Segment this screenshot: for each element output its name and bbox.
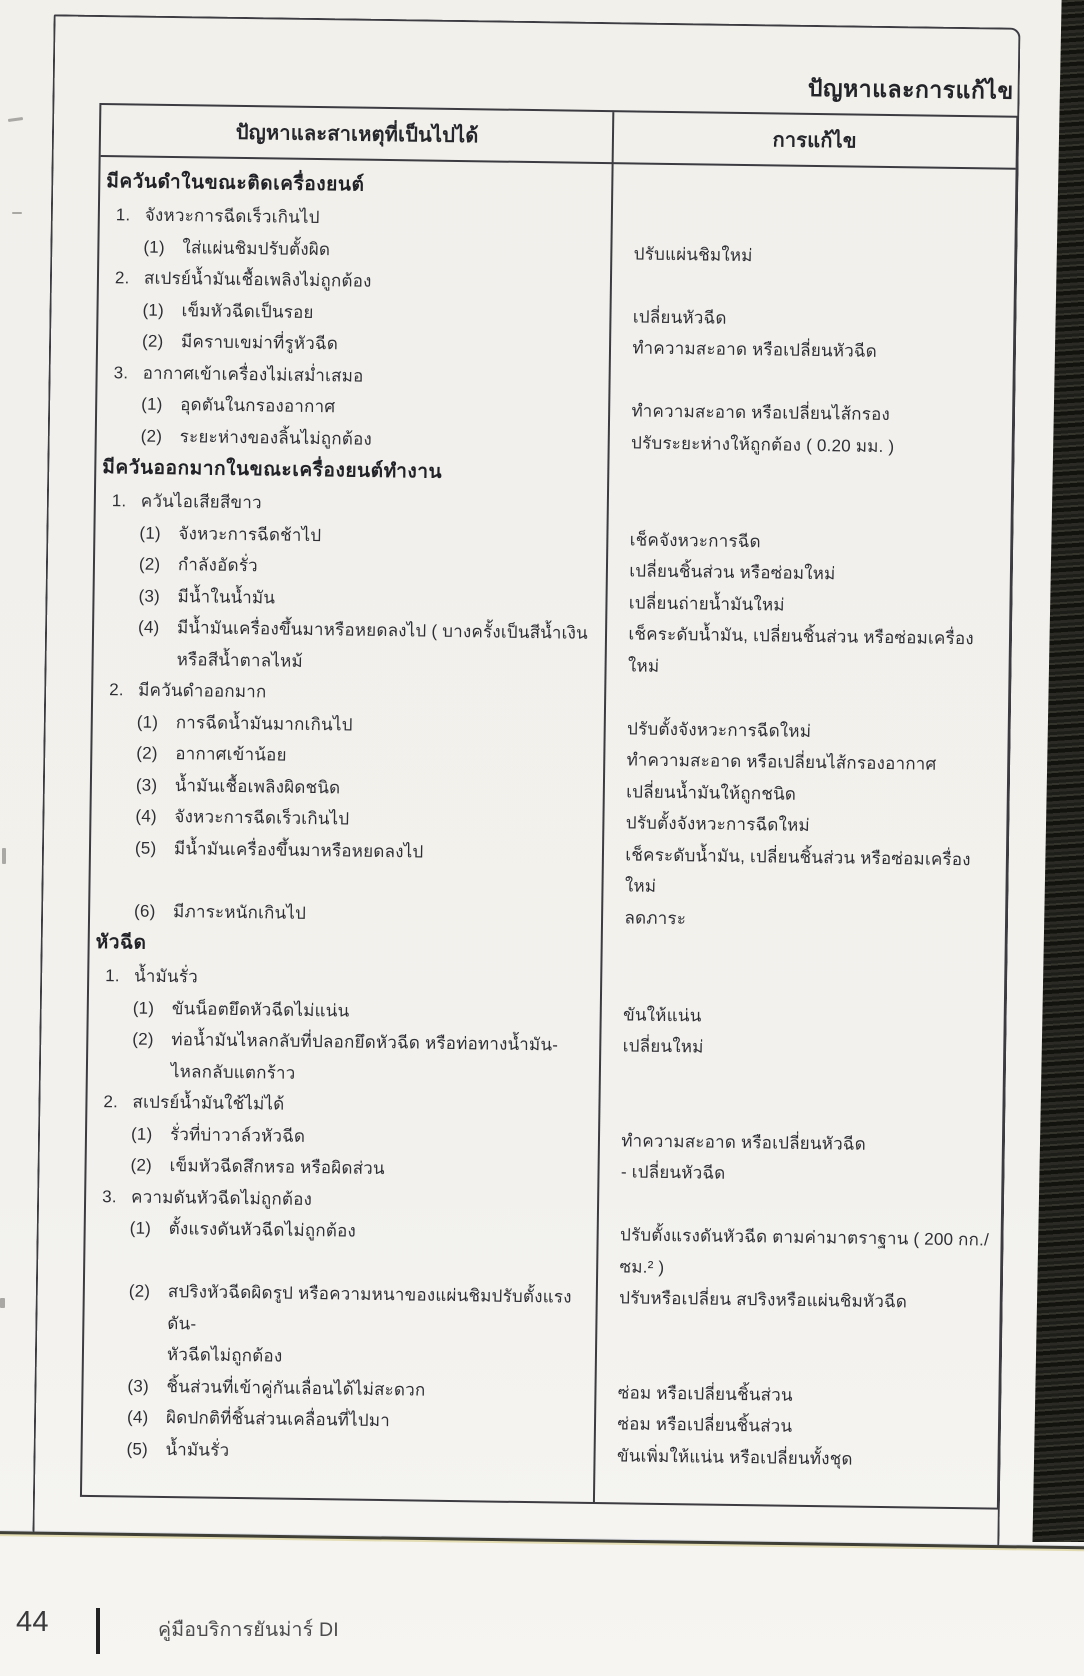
cause-text: สเปรย์น้ำมันเชื้อเพลิงไม่ถูกต้อง xyxy=(143,268,372,291)
cause-text: อุดตันในกรองอากาศ xyxy=(180,395,336,417)
cause-text: สปริงหัวฉีดผิดรูป หรือความหนาของแผ่นชิมปรับตั้งแรงดัน- หัวฉีดไม่ถูกต้อง xyxy=(166,1282,572,1366)
cause-number: 2. xyxy=(114,268,130,288)
page-title: ปัญหาและการแก้ไข xyxy=(807,74,1014,104)
cause-text: ใส่แผ่นชิมปรับตั้งผิด xyxy=(182,237,331,259)
cause-number: (1) xyxy=(130,1124,153,1144)
cause-text: มีน้ำมันเครื่องขึ้นมาหรือหยดลงไป xyxy=(173,838,424,862)
table-header-fix: การแก้ไข xyxy=(772,129,857,153)
cause-text: อากาศเข้าน้อย xyxy=(175,744,287,765)
cause-text: จังหวะการฉีดช้าไป xyxy=(178,523,322,545)
cause-number: (6) xyxy=(134,901,156,921)
cause-number: 3. xyxy=(113,362,129,382)
section-title: มีควันออกมากในขณะเครื่องยนต์ทำงาน xyxy=(102,457,443,483)
fix-text: ปรับหรือเปลี่ยน สปริงหรือแผ่นชิมหัวฉีด xyxy=(619,1288,908,1312)
fix-text: ทำความสะอาด หรือเปลี่ยนไส้กรองอากาศ xyxy=(626,750,937,774)
cause-text: น้ำมันรั่ว xyxy=(165,1439,230,1460)
cause-number: (2) xyxy=(130,1155,153,1175)
pencil-mark xyxy=(12,212,22,214)
cause-row xyxy=(84,1275,1000,1382)
cause-text: เข็มหัวฉีดสึกหรอ หรือผิดส่วน xyxy=(169,1156,385,1179)
cause-number: (5) xyxy=(126,1438,149,1459)
cause-number: (1) xyxy=(129,1218,152,1238)
cause-number: (2) xyxy=(136,743,158,763)
cause-number: (1) xyxy=(143,237,165,257)
fix-text: ขันเพิ่มให้แน่น หรือเปลี่ยนทั้งชุด xyxy=(616,1445,853,1469)
fix-text: ปรับระยะห่างให้ถูกต้อง ( 0.20 มม. ) xyxy=(630,432,895,456)
fix-text: ซ่อม หรือเปลี่ยนชิ้นส่วน xyxy=(617,1382,793,1405)
section-title: หัวฉีด xyxy=(95,932,147,954)
cause-number: (4) xyxy=(137,617,160,637)
pencil-mark xyxy=(8,117,23,122)
cause-number: (1) xyxy=(136,712,159,732)
cause-text: จังหวะการฉีดเร็วเกินไป xyxy=(174,807,350,829)
cause-text: น้ำมันเชื้อเพลิงผิดชนิด xyxy=(174,775,341,797)
cause-text: ผิดปกติที่ชิ้นส่วนเคลื่อนที่ไปมา xyxy=(165,1408,391,1431)
cause-number: (4) xyxy=(126,1407,149,1427)
cause-text: ระยะห่างของลิ้นไม่ถูกต้อง xyxy=(179,426,373,449)
pencil-mark xyxy=(2,848,6,864)
cause-number: (2) xyxy=(132,1029,154,1049)
cause-number: (1) xyxy=(141,394,163,414)
fix-text: ปรับตั้งแรงดันหัวฉีด ตามค่ามาตราฐาน ( 200 กก./ซม.² ) xyxy=(619,1225,990,1277)
fix-text: ขันให้แน่น xyxy=(622,1004,702,1025)
cause-text: ท่อน้ำมันไหลกลับที่ปลอกยึดหัวฉีด หรือท่อทางน้ำมัน- ไหลกลับแตกร้าว xyxy=(170,1030,559,1083)
section-title: มีควันดำในขณะติดเครื่องยนต์ xyxy=(106,171,365,196)
cause-text: น้ำมันรั่ว xyxy=(134,966,199,987)
cause-text: เข็มหัวฉีดเป็นรอย xyxy=(181,300,314,322)
cause-number: 1. xyxy=(111,491,127,511)
cause-number: 2. xyxy=(103,1092,119,1112)
cause-number: (5) xyxy=(134,838,157,858)
troubleshooting-table xyxy=(80,103,1018,1510)
cause-text: ชิ้นส่วนที่เข้าคู่กันเลื่อนได้ไม่สะดวก xyxy=(166,1376,426,1400)
cause-number: (3) xyxy=(127,1375,150,1396)
table-header-problem: ปัญหาและสาเหตุที่เป็นไปได้ xyxy=(235,121,479,148)
fix-text: เปลี่ยนถ่ายน้ำมันใหม่ xyxy=(628,592,785,615)
fix-text: เปลี่ยนใหม่ xyxy=(622,1036,704,1057)
cause-number: (2) xyxy=(140,426,163,446)
cause-number: (3) xyxy=(135,775,158,795)
fix-text: ทำความสะอาด หรือเปลี่ยนไส้กรอง xyxy=(631,401,891,425)
cause-text: ขันน็อตยึดหัวฉีดไม่แน่น xyxy=(171,998,350,1021)
cause-text: มีคราบเขม่าที่รูหัวฉีด xyxy=(180,332,339,354)
cause-number: (4) xyxy=(135,806,157,826)
cause-number: (1) xyxy=(139,523,161,543)
footer-page-number: 44 xyxy=(16,1606,49,1638)
cause-text: ตั้งแรงดันหัวฉีดไม่ถูกต้อง xyxy=(168,1219,357,1241)
fix-text: ปรับตั้งจังหวะการฉีดใหม่ xyxy=(625,813,811,835)
cause-text: มีน้ำในน้ำมัน xyxy=(177,586,276,607)
cause-text: รั่วที่บ่าวาล์วหัวฉีด xyxy=(169,1124,306,1146)
fix-text: เปลี่ยนหัวฉีด xyxy=(632,306,727,328)
cause-number: (1) xyxy=(142,300,165,320)
footer-manual-title: คู่มือบริการยันม่าร์ DI xyxy=(158,1619,339,1641)
footer-divider xyxy=(96,1608,100,1654)
fix-text: ทำความสะอาด หรือเปลี่ยนหัวฉีด xyxy=(632,338,878,361)
fix-text: ซ่อม หรือเปลี่ยนชิ้นส่วน xyxy=(617,1414,793,1436)
cause-text: อากาศเข้าเครื่องไม่เสม่ำเสมอ xyxy=(142,363,364,386)
fix-text: ลดภาระ xyxy=(624,907,687,928)
pencil-mark xyxy=(0,1298,5,1308)
cause-number: (2) xyxy=(128,1281,151,1301)
cause-text: ความดันหัวฉีดไม่ถูกต้อง xyxy=(131,1187,313,1209)
fix-text: เช็คระดับน้ำมัน, เปลี่ยนชิ้นส่วน หรือซ่อมเครื่องใหม่ xyxy=(624,844,971,896)
table-body xyxy=(82,157,1015,1477)
fix-text: เช็คจังหวะการฉีด xyxy=(629,529,761,551)
cause-text: มีภาระหนักเกินไป xyxy=(173,901,307,923)
cause-number: (2) xyxy=(138,554,161,574)
fix-text: - เปลี่ยนหัวฉีด xyxy=(620,1162,726,1183)
cause-text: สเปรย์น้ำมันใช้ไม่ได้ xyxy=(132,1092,285,1114)
fix-text: ปรับตั้งจังหวะการฉีดใหม่ xyxy=(626,718,812,741)
cause-text: กำลังอัดรั่ว xyxy=(177,555,258,576)
cause-text: ควันไอเสียสีขาว xyxy=(140,491,262,513)
page-frame xyxy=(32,14,1020,1545)
cause-text: มีควันดำออกมาก xyxy=(138,680,267,702)
cause-number: (3) xyxy=(138,586,161,606)
cause-text: มีน้ำมันเครื่องขึ้นมาหรือหยดลงไป ( บางครั้งเป็นสีน้ำเงิน หรือสีน้ำตาลไหม้ xyxy=(176,618,589,671)
cause-text: จังหวะการฉีดเร็วเกินไป xyxy=(144,205,320,228)
cause-text: การฉีดน้ำมันมากเกินไป xyxy=(175,712,353,735)
cause-number: 1. xyxy=(105,966,120,986)
cause-number: 1. xyxy=(115,205,131,225)
cause-number: 2. xyxy=(109,680,124,700)
binding-shadow xyxy=(1028,0,1084,1542)
fix-text: เปลี่ยนชิ้นส่วน หรือซ่อมใหม่ xyxy=(629,561,836,584)
cause-number: (2) xyxy=(141,331,164,351)
cause-number: 3. xyxy=(102,1186,117,1206)
fix-text: ปรับแผ่นชิมใหม่ xyxy=(633,243,753,265)
cause-number: (1) xyxy=(132,998,155,1018)
fix-text: ทำความสะอาด หรือเปลี่ยนหัวฉีด xyxy=(621,1130,867,1154)
fix-text: เช็คระดับน้ำมัน, เปลี่ยนชิ้นส่วน หรือซ่อมเครื่องใหม่ xyxy=(627,624,974,676)
fix-text: เปลี่ยนน้ำมันให้ถูกชนิด xyxy=(626,781,797,804)
